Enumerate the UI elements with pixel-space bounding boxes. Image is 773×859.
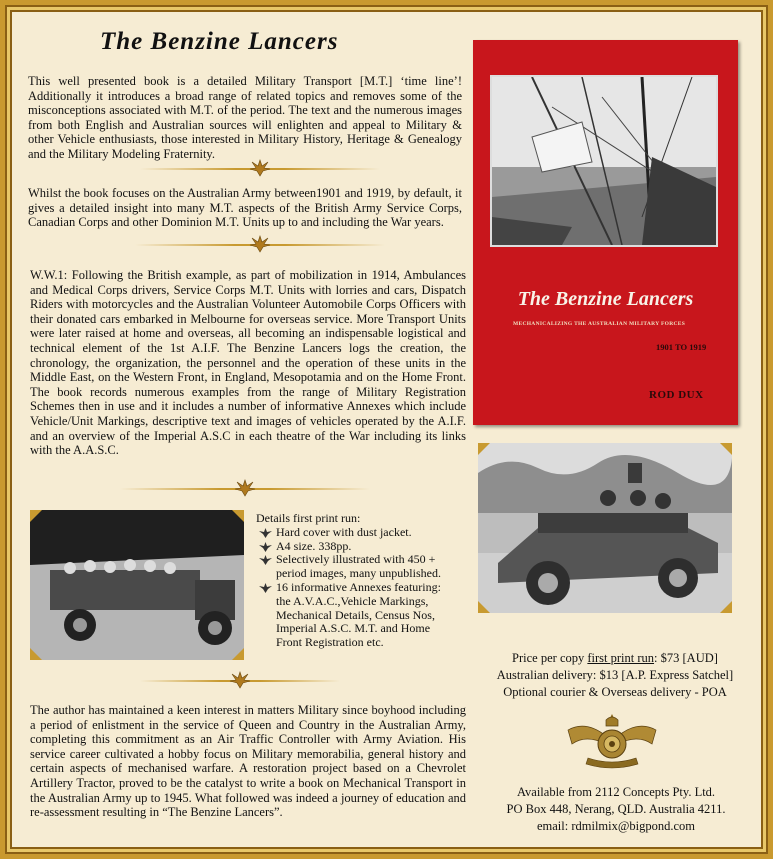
bullet-emblem-icon bbox=[259, 555, 272, 565]
page-title: The Benzine Lancers bbox=[100, 28, 339, 55]
address-line: PO Box 448, Nerang, QLD. Australia 4211. bbox=[506, 802, 726, 816]
intro-paragraph: This well presented book is a detailed Military Transport [M.T.] ‘time line’! Additionally it introduces a broad range of related topics and removes some of the misconceptions associated with M.T. of the period. The text and the numerous images from both English and Australian sources will enlighten and appeal to Military & other Vehicle enthusiasts, those interested in Military History, Heritage & Genealogy and the Military Modeling Fraternity. bbox=[28, 74, 462, 161]
detail-line: Mechanical Details, Census Nos, bbox=[276, 607, 435, 622]
price-value: : $73 [AUD] bbox=[654, 651, 718, 665]
overseas-delivery-line: Optional courier & Overseas delivery - POA bbox=[503, 685, 727, 699]
australian-delivery-line: Australian delivery: $13 [A.P. Express Satchel] bbox=[496, 668, 734, 682]
section-divider bbox=[140, 158, 380, 180]
bullet-emblem-icon bbox=[259, 528, 272, 538]
cover-author: ROD DUX bbox=[649, 389, 704, 401]
section-divider bbox=[135, 234, 385, 256]
cover-title: The Benzine Lancers bbox=[517, 288, 694, 310]
detail-line: the A.V.A.C.,Vehicle Markings, bbox=[276, 593, 429, 608]
book-cover bbox=[473, 40, 738, 425]
scope-paragraph: Whilst the book focuses on the Australian Army between1901 and 1919, by default, it gives a detailed insight into many M.T. aspects of the British Army Service Corps, Canadian Corps and other Dominion M.T. Units up to and including the War years. bbox=[28, 186, 462, 230]
staff-car-photo bbox=[478, 443, 732, 613]
rising-sun-emblem-icon bbox=[233, 478, 257, 498]
detail-line: Hard cover with dust jacket. bbox=[276, 524, 412, 539]
detail-line: Imperial A.S.C. M.T. and Home bbox=[276, 621, 431, 636]
availability-line: Available from 2112 Concepts Pty. Ltd. bbox=[516, 785, 716, 799]
detail-line: Front Registration etc. bbox=[276, 635, 384, 650]
rising-sun-emblem-icon bbox=[248, 234, 272, 254]
details-heading: Details first print run: bbox=[256, 511, 361, 525]
detail-line: 16 informative Annexes featuring: bbox=[276, 579, 441, 594]
section-divider bbox=[120, 478, 370, 500]
price-block bbox=[470, 650, 760, 701]
list-item bbox=[256, 540, 476, 554]
rising-sun-emblem-icon bbox=[248, 158, 272, 178]
detail-line: A4 size. 338pp. bbox=[276, 538, 352, 553]
rising-sun-emblem-icon bbox=[228, 670, 252, 690]
detail-line: period images, many unpublished. bbox=[276, 566, 441, 581]
list-item bbox=[256, 526, 476, 540]
cover-subtitle: MECHANICALIZING THE AUSTRALIAN MILITARY FORCES bbox=[513, 321, 686, 327]
cover-photo-ship-rigging bbox=[490, 75, 718, 247]
ww1-paragraph: W.W.1: Following the British example, as part of mobilization in 1914, Ambulances and Medical Corps drivers, Service Corps M.T. Units with lorries and cars, Dispatch Riders with motorcycles and the Australian Volunteer Automobile Corps Officers with their donated cars embarked in Melbourne for overseas service. More Transport Units were later raised at home and overseas, all becoming an indispensable logistical and technical element of the 1st A.I.F. The Benzine Lancers logs the creation, the chronology, the organization, the personnel and the operation of these units in the Middle East, on the Western Front, in England, Mesopotamia and on the Home Front. The book records numerous examples from the range of Military Registration Schemes then in use and it includes a number of informative Annexes which include Vehicle/Unit Markings, descriptive text and images of vehicles operated by the A.I.F. and an overview of the Imperial A.S.C in each theatre of the War including its links with the A.A.S.C. bbox=[30, 268, 466, 458]
bullet-emblem-icon bbox=[259, 542, 272, 552]
first-print-run-text: first print run bbox=[587, 651, 655, 665]
price-label: Price per copy bbox=[512, 651, 588, 665]
bullet-emblem-icon bbox=[259, 583, 272, 593]
author-bio-paragraph: The author has maintained a keen interest in matters Military since boyhood including a period of enlistment in the service of Queen and Country in the Australian Army, completing this commitment as an Air Traffic Controller with Army Aviation. His service career cultivated a hobby focus on Military memorabilia, general history and certain aspects of mechanised warfare. A restoration project based on a Chevrolet Artillery Tractor, proved to be the catalyst to write a book on Mechanical Transport in the Australian Army up to 1945. What followed was indeed a journey of education and re-assessment resulting in “The Benzine Lancers”. bbox=[30, 703, 466, 820]
list-item bbox=[256, 553, 476, 567]
lorry-photo bbox=[30, 510, 244, 660]
section-divider bbox=[140, 670, 340, 692]
email-line[interactable]: email: rdmilmix@bigpond.com bbox=[536, 819, 696, 833]
cover-years: 1901 TO 1919 bbox=[656, 342, 707, 352]
list-item bbox=[256, 581, 476, 595]
contact-block bbox=[466, 784, 766, 835]
price-line bbox=[470, 650, 760, 667]
corps-badge-icon bbox=[566, 710, 658, 772]
detail-line: Selectively illustrated with 450 + bbox=[276, 552, 436, 567]
details-list bbox=[256, 512, 476, 650]
